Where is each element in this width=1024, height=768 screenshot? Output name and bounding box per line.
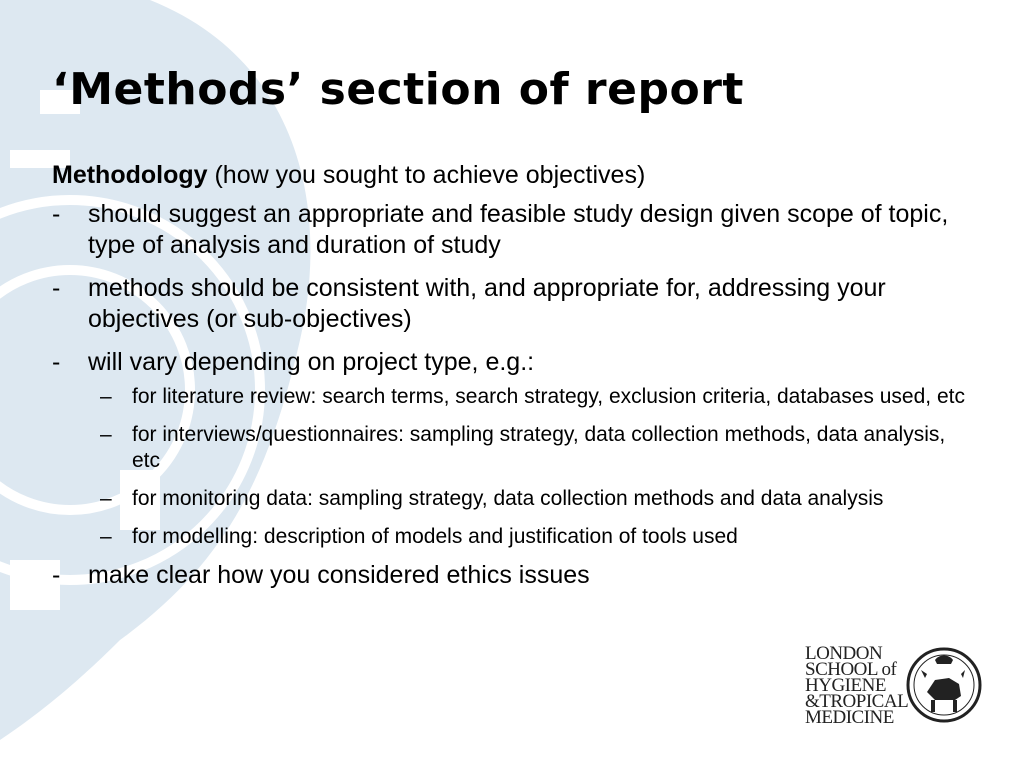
logo-line: MEDICINE [805, 707, 894, 728]
bullet-consistent-methods [52, 273, 972, 335]
logo-line: HYGIENE [805, 675, 886, 696]
methodology-heading [52, 160, 972, 191]
bullet-text: should suggest an appropriate and feasible study design given scope of topic, type of analysis and duration of study [88, 200, 949, 259]
bullet-text: will vary depending on project type, e.g.: [88, 348, 535, 376]
slide-content [52, 160, 972, 603]
sub-bullet-text: for literature review: search terms, search strategy, exclusion criteria, databases used, etc [132, 385, 965, 408]
methodology-heading-rest: (how you sought to achieve objectives) [207, 161, 646, 189]
sub-bullet-interviews [52, 422, 972, 474]
sub-bullet-marker: – [100, 385, 112, 408]
bullet-text: make clear how you considered ethics issues [88, 561, 590, 589]
bullet-project-type [52, 347, 972, 378]
bullet-text: methods should be consistent with, and appropriate for, addressing your objectives (or sub-objectives) [88, 274, 886, 333]
sub-bullet-modelling [52, 524, 972, 550]
bullet-marker: - [52, 274, 61, 302]
sub-bullet-text: for monitoring data: sampling strategy, data collection methods and data analysis [132, 487, 884, 510]
logo-line: SCHOOL of [805, 659, 897, 680]
bullet-ethics [52, 560, 972, 591]
crest-icon [905, 640, 983, 730]
sub-bullet-marker: – [100, 525, 112, 548]
slide-title: ‘Methods’ section of report [52, 64, 744, 115]
sub-bullet-text: for interviews/questionnaires: sampling strategy, data collection methods, data analysis, etc [132, 423, 946, 472]
bullet-marker: - [52, 561, 61, 589]
sub-bullet-marker: – [100, 487, 112, 510]
bullet-marker: - [52, 348, 61, 376]
logo-wordmark [805, 643, 909, 728]
sub-bullet-text: for modelling: description of models and justification of tools used [132, 525, 738, 548]
logo-line: LONDON [805, 643, 883, 664]
logo-line: &TROPICAL [805, 691, 909, 712]
methodology-heading-bold: Methodology [52, 161, 208, 189]
sub-bullet-literature-review [52, 384, 972, 410]
lshtm-logo [805, 640, 985, 732]
bullet-study-design [52, 199, 972, 261]
bullet-marker: - [52, 200, 61, 228]
sub-bullet-monitoring [52, 486, 972, 512]
sub-bullet-marker: – [100, 423, 112, 446]
